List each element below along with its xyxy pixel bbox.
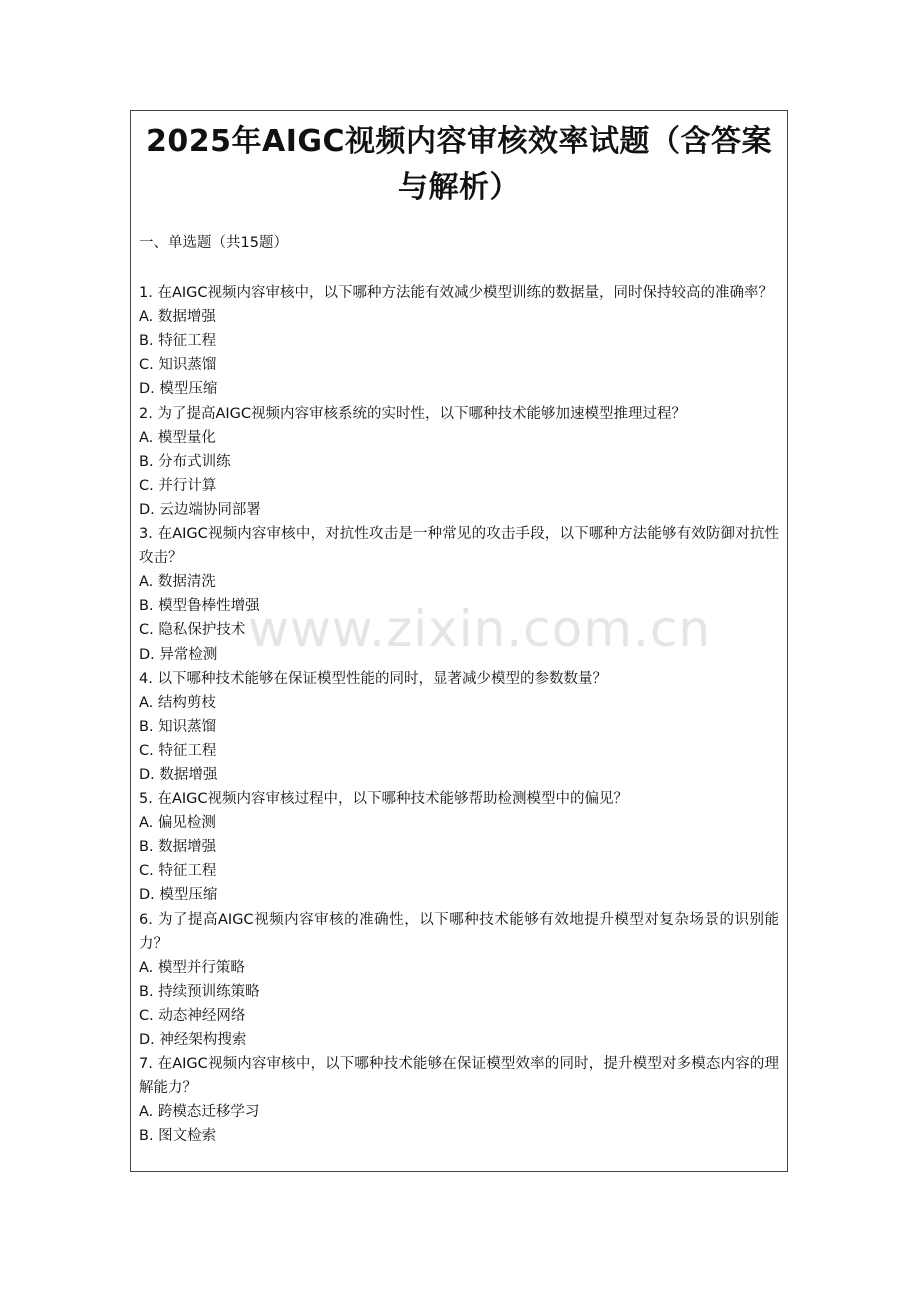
answer-option: B. 数据增强 xyxy=(139,839,217,856)
question-stem: 3. 在AIGC视频内容审核中，对抗性攻击是一种常见的攻击手段，以下哪种方法能够有效防御对抗性攻击？ xyxy=(139,526,779,567)
answer-option: B. 持续预训练策略 xyxy=(139,983,260,1000)
answer-option: C. 动态神经网络 xyxy=(139,1007,246,1024)
answer-option: A. 数据增强 xyxy=(139,309,216,326)
answer-option: C. 并行计算 xyxy=(139,477,217,494)
answer-option: D. 云边端协同部署 xyxy=(139,501,261,518)
question-block xyxy=(139,1052,779,1148)
question-block xyxy=(139,402,779,522)
answer-option: C. 特征工程 xyxy=(139,863,217,880)
answer-option: B. 知识蒸馏 xyxy=(139,718,217,735)
answer-option: D. 模型压缩 xyxy=(139,887,218,904)
answer-option: A. 数据清洗 xyxy=(139,574,216,591)
question-block xyxy=(139,908,779,1053)
question-block xyxy=(139,281,779,401)
answer-option: A. 模型并行策略 xyxy=(139,959,245,976)
answer-option: B. 模型鲁棒性增强 xyxy=(139,598,260,615)
question-stem: 4. 以下哪种技术能够在保证模型性能的同时，显著减少模型的参数数量？ xyxy=(139,670,607,687)
section-title: 一、单选题（共15题） xyxy=(139,235,288,251)
document-page xyxy=(130,110,788,1172)
answer-option: C. 隐私保护技术 xyxy=(139,622,246,639)
answer-option: B. 特征工程 xyxy=(139,333,217,350)
document-content xyxy=(139,231,779,1148)
answer-option: C. 特征工程 xyxy=(139,742,217,759)
answer-option: D. 数据增强 xyxy=(139,766,218,783)
answer-option: C. 知识蒸馏 xyxy=(139,357,217,374)
question-stem: 7. 在AIGC视频内容审核中，以下哪种技术能够在保证模型效率的同时，提升模型对多模态内容的理解能力？ xyxy=(139,1056,779,1097)
question-list xyxy=(139,281,779,1148)
watermark: www.zixin.com.cn xyxy=(248,600,712,658)
answer-option: A. 结构剪枝 xyxy=(139,694,216,711)
answer-option: A. 模型量化 xyxy=(139,429,216,446)
question-block xyxy=(139,787,779,907)
question-stem: 5. 在AIGC视频内容审核过程中，以下哪种技术能够帮助检测模型中的偏见？ xyxy=(139,791,628,808)
question-stem: 6. 为了提高AIGC视频内容审核的准确性，以下哪种技术能够有效地提升模型对复杂场景的识别能力？ xyxy=(139,911,779,952)
question-stem: 2. 为了提高AIGC视频内容审核系统的实时性，以下哪种技术能够加速模型推理过程？ xyxy=(139,405,686,422)
answer-option: A. 跨模态迁移学习 xyxy=(139,1104,260,1121)
question-block xyxy=(139,522,779,667)
answer-option: D. 异常检测 xyxy=(139,646,218,663)
answer-option: D. 神经架构搜索 xyxy=(139,1032,247,1048)
answer-option: B. 图文检索 xyxy=(139,1128,217,1145)
question-block xyxy=(139,667,779,787)
document-title: 2025年AIGC视频内容审核效率试题（含答案与解析） xyxy=(145,124,773,205)
answer-option: A. 偏见检测 xyxy=(139,815,216,832)
answer-option: B. 分布式训练 xyxy=(139,453,231,470)
answer-option: D. 模型压缩 xyxy=(139,381,218,398)
question-stem: 1. 在AIGC视频内容审核中，以下哪种方法能有效减少模型训练的数据量，同时保持较高的准确率？ xyxy=(139,285,773,302)
